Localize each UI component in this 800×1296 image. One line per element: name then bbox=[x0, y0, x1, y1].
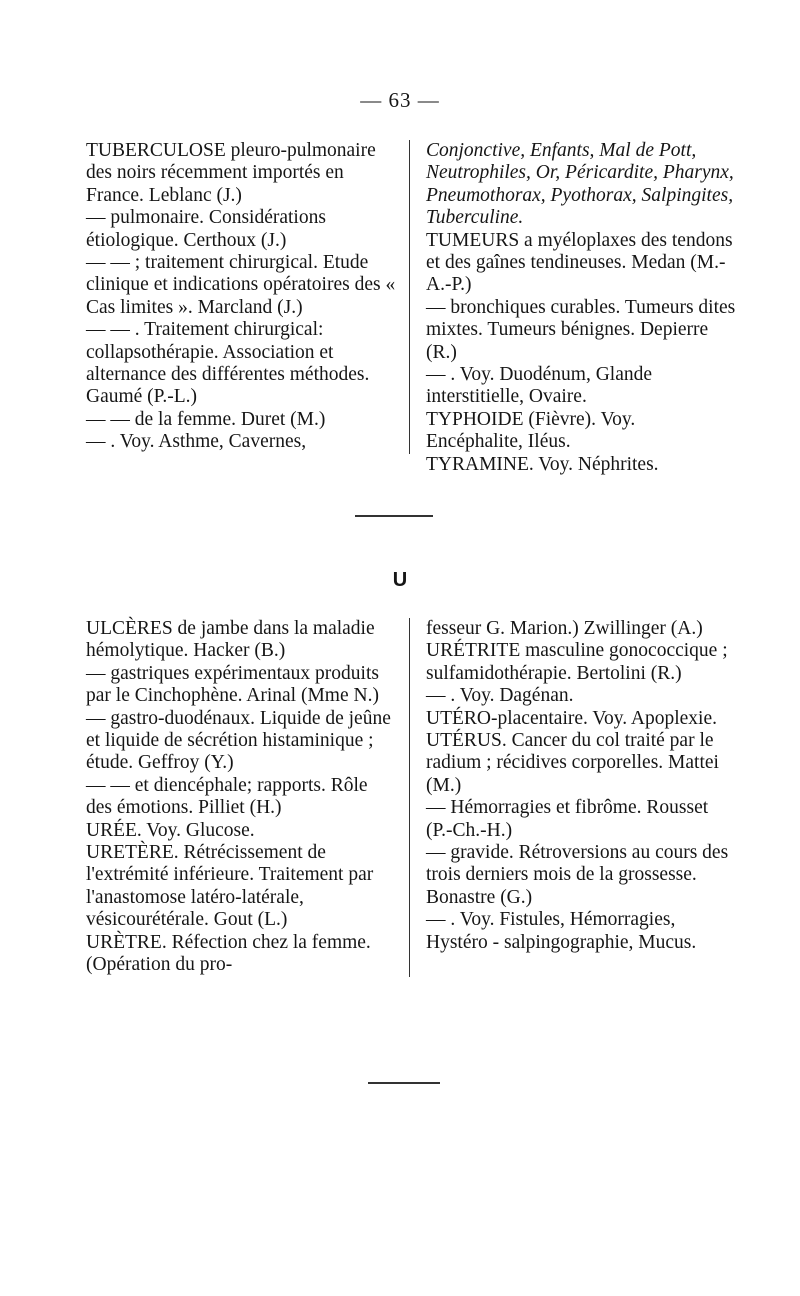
entry-text: fesseur G. Marion.) Zwillinger (A.) bbox=[426, 618, 703, 639]
left-column bbox=[86, 140, 410, 454]
entry-text: URÈTRE. Réfection chez la femme. (Opération du pro- bbox=[86, 931, 371, 976]
index-entry bbox=[86, 319, 396, 409]
section-divider bbox=[355, 515, 433, 517]
index-entry bbox=[86, 708, 396, 775]
index-entry bbox=[426, 618, 736, 640]
index-entry bbox=[86, 618, 396, 663]
entry-text: UTÉRO-placentaire. Voy. Apoplexie. bbox=[426, 707, 717, 729]
right-column bbox=[410, 618, 736, 954]
entry-text: UTÉRUS. Cancer du col traité par le radium ; récidives corporelles. Mattei (M.) bbox=[426, 730, 719, 796]
index-entry bbox=[426, 409, 736, 454]
index-entry bbox=[426, 640, 736, 685]
entry-text: Conjonctive, Enfants, Mal de Pott, Neutrophiles, Or, Péricardite, Pharynx, Pneumothorax, Pyothorax, Salpingites, Tuberculine. bbox=[426, 140, 734, 229]
entry-text: URÉE. Voy. Glucose. bbox=[86, 819, 255, 841]
index-section-t bbox=[86, 140, 740, 476]
index-entry bbox=[86, 207, 396, 252]
index-entry bbox=[426, 708, 736, 730]
index-entry bbox=[86, 252, 396, 319]
index-entry bbox=[86, 431, 396, 453]
index-entry bbox=[86, 820, 396, 842]
index-entry bbox=[86, 932, 396, 977]
index-entry bbox=[426, 297, 736, 364]
entry-text: ULCÈRES de jambe dans la maladie hémolytique. Hacker (B.) bbox=[86, 618, 375, 662]
index-entry bbox=[426, 842, 736, 909]
index-entry bbox=[426, 730, 736, 797]
entry-text: — — . Traitement chirurgical: collapsothérapie. Association et alternance des différentes méthodes. Gaumé (P.-L.) bbox=[86, 319, 370, 408]
entry-text: — gastriques expérimentaux produits par le Cinchophène. Arinal (Mme N.) bbox=[86, 662, 379, 707]
index-entry bbox=[426, 364, 736, 409]
entry-text: — . Voy. Dagénan. bbox=[426, 685, 574, 707]
entry-text: — gravide. Rétroversions au cours des trois derniers mois de la grossesse. Bonastre (G.) bbox=[426, 842, 729, 908]
entry-text: URETÈRE. Rétrécissement de l'extrémité inférieure. Traitement par l'anastomose latéro-latérale, vésicourétérale. Gout (L.) bbox=[86, 842, 374, 931]
entry-text: — — de la femme. Duret (M.) bbox=[86, 408, 326, 430]
index-entry bbox=[86, 775, 396, 820]
entry-text: — . Voy. Asthme, Cavernes, bbox=[86, 431, 307, 453]
entry-text: URÉTRITE masculine gonococcique ; sulfamidothérapie. Bertolini (R.) bbox=[426, 640, 728, 684]
section-letter: U bbox=[392, 569, 408, 591]
index-entry bbox=[86, 409, 396, 431]
index-entry bbox=[426, 685, 736, 707]
entry-text: — pulmonaire. Considérations étiologique. Certhoux (J.) bbox=[86, 207, 326, 251]
entry-text: — . Voy. Duodénum, Glande interstitielle, Ovaire. bbox=[426, 364, 653, 408]
entry-text: TYRAMINE. Voy. Néphrites. bbox=[426, 453, 659, 475]
index-entry bbox=[86, 140, 396, 207]
entry-text: — gastro-duodénaux. Liquide de jeûne et liquide de sécrétion histaminique ; étude. Geffroy (Y.) bbox=[86, 707, 391, 774]
index-entry bbox=[86, 842, 396, 932]
page-number: — 63 — bbox=[360, 88, 440, 112]
entry-text: — bronchiques curables. Tumeurs dites mixtes. Tumeurs bénignes. Depierre (R.) bbox=[426, 296, 736, 363]
left-column bbox=[86, 618, 410, 977]
entry-text: — . Voy. Fistules, Hémorragies, Hystéro - salpingographie, Mucus. bbox=[426, 909, 697, 953]
entry-text: TUMEURS a myéloplaxes des tendons et des gaînes tendineuses. Medan (M.-A.-P.) bbox=[426, 229, 733, 296]
entry-text: — Hémorragies et fibrôme. Rousset (P.-Ch.-H.) bbox=[426, 797, 709, 841]
entry-text: — — ; traitement chirurgical. Etude clinique et indications opératoires des « Cas limites ». Marcland (J.) bbox=[86, 252, 396, 318]
index-entry bbox=[426, 454, 736, 476]
index-entry bbox=[426, 909, 736, 954]
right-column bbox=[410, 140, 736, 476]
section-divider bbox=[368, 1082, 440, 1084]
index-entry bbox=[426, 140, 736, 230]
index-entry bbox=[426, 230, 736, 297]
entry-text: TUBERCULOSE pleuro-pulmonaire des noirs récemment importés en France. Leblanc (J.) bbox=[86, 140, 376, 206]
index-section-u bbox=[86, 618, 740, 977]
index-entry bbox=[86, 663, 396, 708]
index-entry bbox=[426, 797, 736, 842]
entry-text: TYPHOIDE (Fièvre). Voy. Encéphalite, Iléus. bbox=[426, 408, 636, 453]
entry-text: — — et diencéphale; rapports. Rôle des émotions. Pilliet (H.) bbox=[86, 774, 368, 819]
